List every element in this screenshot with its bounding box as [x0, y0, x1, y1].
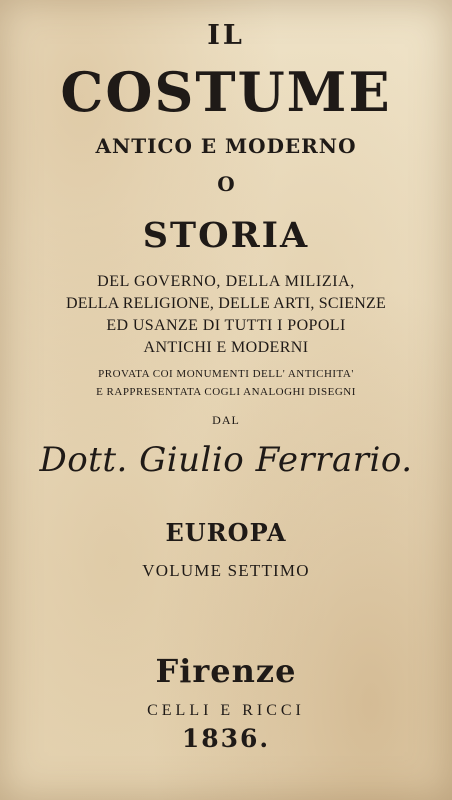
author-name: Dott. Giulio Ferrario.	[39, 440, 413, 480]
description-line-4: ANTICHI E MODERNI	[143, 339, 309, 356]
volume-label: VOLUME SETTIMO	[142, 561, 310, 580]
main-title: COSTUME	[60, 60, 392, 124]
publisher-name: CELLI E RICCI	[147, 702, 305, 719]
title-article: IL	[207, 20, 245, 51]
description-line-1: DEL GOVERNO, DELLA MILIZIA,	[97, 273, 355, 290]
secondary-title: STORIA	[142, 215, 310, 256]
section-title: EUROPA	[165, 518, 287, 547]
by-line: DAL	[212, 413, 240, 427]
publication-city: Firenze	[155, 652, 297, 690]
title-conjunction: O	[217, 172, 235, 196]
proof-line-2: E RAPPRESENTATA COGLI ANALOGHI DISEGNI	[96, 386, 356, 398]
proof-line-1: PROVATA COI MONUMENTI DELL' ANTICHITA'	[98, 368, 354, 380]
description-line-3: ED USANZE DI TUTTI I POPOLI	[106, 317, 346, 334]
subtitle: ANTICO E MODERNO	[95, 134, 357, 158]
publication-year: 1836.	[181, 724, 271, 753]
description-line-2: DELLA RELIGIONE, DELLE ARTI, SCIENZE	[66, 295, 386, 312]
